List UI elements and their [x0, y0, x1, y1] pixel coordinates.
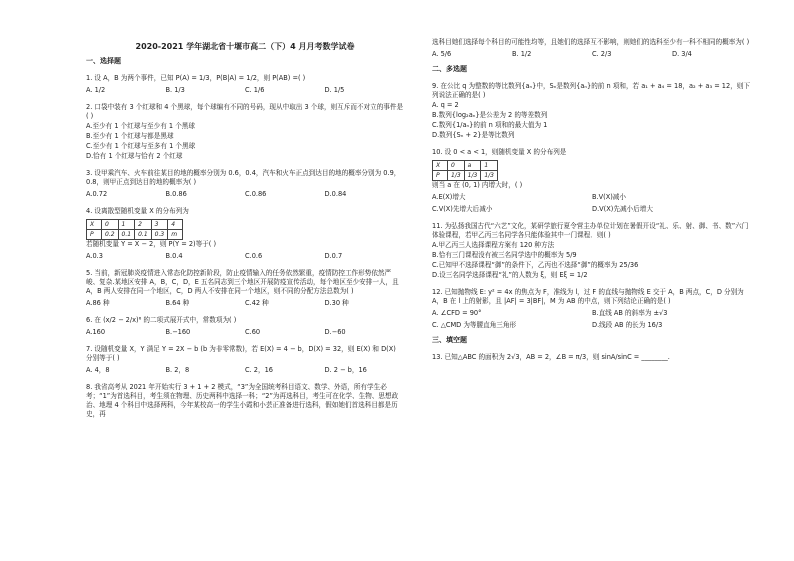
table-cell: P [433, 171, 448, 181]
table-cell: 0.3 [151, 230, 168, 240]
question-text: 7. 设随机变量 X，Y 满足 Y = 2X − b (b 为非零常数)，若 E(X) = 4 − b，D(X) = 32，则 E(X) 和 D(X) 分别等于( ) [86, 345, 396, 362]
options [86, 86, 404, 95]
table-row [87, 230, 183, 240]
option-c: C.数列{1/aₙ}的前 n 项和的最大值为 1 [432, 121, 548, 129]
option-c: C.至少有 1 个红球与至多有 1 个黑球 [86, 142, 196, 150]
option-b: B.−160 [165, 328, 191, 336]
table-cell: 1 [481, 161, 498, 171]
options [86, 252, 404, 261]
page-title: 2020-2021 学年湖北省十堰市高二（下）4 月月考数学试卷 [135, 42, 355, 51]
option-d: D.线段 AB 的长为 16/3 [592, 321, 663, 329]
option-a: A.0.3 [86, 252, 103, 260]
question-text: 5. 当前，新冠肺炎疫情进入常态化防控新阶段，防止疫情输入的任务依然繁重，疫情防控工作形势依然严峻、复杂.某地区安排 A，B，C，D，E 五名同志到三个地区开展防疫宣传活动，每个地区至少安排一人，且 A，B 两人安排在同一个地区，C，D 两人不安排在同一个地区，则不同的分配方法总数为( ) [86, 269, 399, 295]
question-text: 11. 为弘扬我国古代“六艺”文化，某研学旅行夏令营主办单位计划在暑假开设“礼、乐、射、御、书、数”六门体验课程，若甲乙丙三名同学各只能体验其中一门课程．则( ) [432, 222, 749, 239]
option-d: D.设三名同学选择课程“礼”的人数为 ξ，则 Eξ = 1/2 [432, 271, 588, 279]
option-a: A. 5/6 [432, 50, 452, 58]
option-d: D.数列{Sₙ + 2}是等比数列 [432, 131, 515, 139]
table-cell: 1/3 [464, 171, 481, 181]
question-text-cont: 若随机变量 Y = X − 2，则 P(Y = 2)等于( ) [86, 240, 217, 248]
table-cell: 0.1 [135, 230, 152, 240]
option-a: A. ∠CFD = 90° [432, 309, 482, 317]
option-b: B. 2，8 [165, 366, 190, 374]
option-b: B.0.4 [165, 252, 183, 260]
option-d: D.30 种 [324, 299, 349, 307]
option-c: C. 2，16 [245, 366, 273, 374]
options [432, 241, 752, 280]
table-cell: 4 [168, 220, 183, 230]
option-a: A.160 [86, 328, 106, 336]
table-cell: 0.2 [102, 230, 119, 240]
question-2 [86, 103, 404, 161]
option-c: C.60 [245, 328, 261, 336]
option-a: A. 1/2 [86, 86, 106, 94]
options [432, 205, 752, 214]
question-text: 6. 在 (x/2 − 2/x)⁶ 的二项式展开式中，常数项为( ) [86, 316, 237, 324]
option-a: A.至少有 1 个红球与至少有 1 个黑球 [86, 122, 195, 130]
option-a: A.0.72 [86, 190, 108, 198]
option-d: D. 1/5 [324, 86, 345, 94]
option-b: B. 1/2 [512, 50, 532, 58]
option-c: C.0.6 [245, 252, 263, 260]
table-cell: 1/3 [481, 171, 498, 181]
options [432, 101, 752, 140]
table-cell: 1/3 [448, 171, 465, 181]
question-8 [86, 383, 404, 419]
options [432, 193, 752, 202]
question-text: 3. 设甲乘汽车、火车前往某目的地的概率分别为 0.6，0.4，汽车和火车正点到达目的地的概率分别为 0.9，0.8，则甲正点到达目的地的概率为( ) [86, 169, 401, 186]
question-text: 9. 在公比 q 为整数的等比数列{aₙ}中，Sₙ是数列{aₙ}的前 n 项和，若 a₁ + a₄ = 18，a₂ + a₃ = 12，则下列说法正确的是( ) [432, 82, 750, 99]
table-cell: 0 [102, 220, 119, 230]
option-b: B. 1/3 [165, 86, 185, 94]
question-text: 1. 设 A，B 为两个事件，已知 P(A) = 1/3，P(B|A) = 1/2，则 P(AB) =( ) [86, 74, 306, 82]
option-c: C.已知甲不选择课程“御”的条件下，乙丙也不选择“御”的概率为 25/36 [432, 261, 639, 269]
question-8-cont [432, 38, 752, 59]
question-11 [432, 222, 752, 280]
question-4 [86, 207, 404, 261]
option-d: D.恰有 1 个红球与恰有 2 个红球 [86, 152, 183, 160]
option-a: A. 4，8 [86, 366, 110, 374]
option-d: D.V(X)先减小后增大 [592, 205, 653, 213]
table-cell: X [433, 161, 448, 171]
right-column [432, 0, 752, 362]
question-text: 8. 我省高考从 2021 年开始实行 3 + 1 + 2 模式，“3”为全国统考科目语文、数学、外语，所有学生必考；“1”为首选科目，考生须在物理、历史两科中选择一科；“2”为再选科目，考生可在化学、生物、思想政治、地理 4 个科目中选择两科，今年某校高一的学生小霞和小芸正准备进行选科，假如她们首选科目都是历史，再 [86, 383, 399, 418]
options [86, 190, 404, 199]
question-text: 4. 设离散型随机变量 X 的分布列为 [86, 207, 189, 215]
question-3 [86, 169, 404, 199]
table-cell: 3 [151, 220, 168, 230]
table-row [87, 220, 183, 230]
option-d: D. 2 − b，16 [324, 366, 367, 374]
table-cell: 2 [135, 220, 152, 230]
options [432, 50, 752, 59]
section-fill-blank: 三、填空题 [432, 336, 467, 344]
question-7 [86, 345, 404, 375]
distribution-table [432, 160, 498, 181]
question-1 [86, 74, 404, 95]
options [432, 321, 752, 330]
option-a: A.E(X)增大 [432, 193, 466, 201]
table-row [433, 171, 498, 181]
option-c: C. 2/3 [592, 50, 612, 58]
options [86, 122, 404, 161]
table-cell: a [464, 161, 481, 171]
option-c: C.0.86 [245, 190, 267, 198]
table-cell: 0.1 [118, 230, 135, 240]
question-10 [432, 148, 752, 214]
option-b: B.64 种 [165, 299, 190, 307]
question-6 [86, 316, 404, 337]
options [432, 309, 752, 318]
option-d: D.0.84 [324, 190, 347, 198]
option-d: D.−60 [324, 328, 346, 336]
question-text: 10. 设 0 < a < 1，则随机变量 X 的分布列是 [432, 148, 567, 156]
question-text: 2. 口袋中装有 3 个红球和 4 个黑球，每个球编有不同的号码，现从中取出 3 个球，则互斥而不对立的事件是( ) [86, 103, 404, 120]
option-c: C. △CMD 为等腰直角三角形 [432, 321, 517, 329]
question-13 [432, 353, 752, 362]
distribution-table [86, 219, 183, 240]
option-a: A. q = 2 [432, 101, 459, 109]
section-choice: 一、选择题 [86, 57, 121, 65]
option-b: B.数列{log₂aₙ}是公差为 2 的等差数列 [432, 111, 548, 119]
option-b: B.直线 AB 的斜率为 ±√3 [592, 309, 668, 317]
option-c: C. 1/6 [245, 86, 265, 94]
question-text: 12. 已知抛物线 E: y² = 4x 的焦点为 F，准线为 l，过 F 的直线与抛物线 E 交于 A，B 两点，C，D 分别为 A，B 在 l 上的射影，且 |AF| = 3|BF|，M 为 AB 的中点，则下列结论正确的是( ) [432, 288, 744, 305]
left-column [86, 0, 404, 419]
table-cell: 1 [118, 220, 135, 230]
option-a: A.甲乙丙三人选择课程方案有 120 种方法 [432, 241, 555, 249]
options [86, 299, 404, 308]
question-text-cont: 则当 a 在 (0, 1) 内增大时，( ) [432, 181, 523, 189]
table-row [433, 161, 498, 171]
section-multi-choice: 二、多选题 [432, 65, 467, 73]
table-cell: 0 [448, 161, 465, 171]
option-b: B.恰有三门课程没有被三名同学选中的概率为 5/9 [432, 251, 577, 259]
options [86, 328, 404, 337]
table-cell: P [87, 230, 102, 240]
option-c: C.V(X)先增大后减小 [432, 205, 493, 213]
question-12 [432, 288, 752, 330]
option-b: B.V(X)减小 [592, 193, 626, 201]
option-d: D.0.7 [324, 252, 343, 260]
option-d: D. 3/4 [672, 50, 692, 58]
option-b: B.0.86 [165, 190, 187, 198]
question-text: 13. 已知△ABC 的面积为 2√3，AB = 2，∠B = π/3，则 sinA/sinC = ________. [432, 353, 670, 361]
option-a: A.86 种 [86, 299, 110, 307]
table-cell: m [168, 230, 183, 240]
options [86, 366, 404, 375]
table-cell: X [87, 220, 102, 230]
question-text: 选科目她们选择每个科目的可能性均等，且她们的选择互不影响，则她们的选科至少有一科不相同的概率为( ) [432, 38, 750, 46]
question-5 [86, 269, 404, 308]
option-c: C.42 种 [245, 299, 269, 307]
question-9 [432, 82, 752, 140]
option-b: B.至少有 1 个红球与都是黑球 [86, 132, 174, 140]
